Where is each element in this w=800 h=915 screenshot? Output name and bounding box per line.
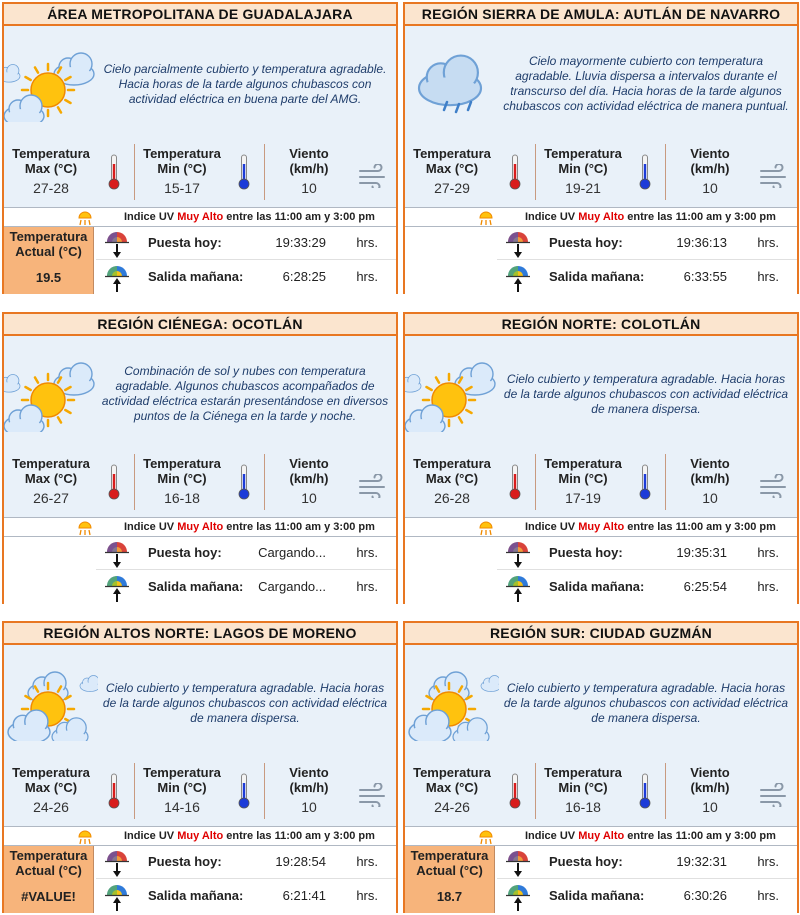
wind-icon	[759, 164, 789, 188]
sunrise-label: Salida mañana:	[549, 269, 645, 284]
forecast-area	[405, 336, 797, 452]
sunset-row	[96, 846, 396, 879]
sunrise-time: 6:30:26	[683, 888, 727, 903]
temp-max-label: Temperatura Max (°C)	[413, 146, 491, 176]
wind-value: 10	[702, 180, 718, 196]
wind-value: 10	[301, 490, 317, 506]
temp-max-value: 24-26	[434, 799, 470, 815]
forecast-description: Combinación de sol y nubes con temperatura agradable. Algunos chubascos acompañados de actividad eléctrica estarán presentándose en diversos puntos de la Ciénega en la tarde y noche.	[101, 364, 389, 423]
sunrise-icon	[104, 881, 130, 912]
sunset-icon	[505, 228, 531, 259]
temp-max-label: Temperatura Max (°C)	[12, 765, 90, 795]
wind-label: Viento (km/h)	[289, 456, 329, 486]
sun-times	[405, 846, 797, 913]
temp-min-label: Temperatura Min (°C)	[143, 146, 221, 176]
temp-min-label: Temperatura Min (°C)	[544, 765, 622, 795]
stats-row	[4, 761, 396, 827]
temp-min-label: Temperatura Min (°C)	[143, 456, 221, 486]
temp-max-value: 26-28	[434, 490, 470, 506]
wind-icon	[358, 164, 388, 188]
sunrise-row	[96, 261, 396, 294]
region-card	[403, 312, 799, 604]
sunrise-icon	[505, 881, 531, 912]
mostly-cloudy-sun-icon	[405, 669, 499, 741]
sunset-unit: hrs.	[757, 235, 779, 250]
sun-times	[4, 846, 396, 913]
sunset-unit: hrs.	[356, 854, 378, 869]
temp-min-label: Temperatura Min (°C)	[143, 765, 221, 795]
sunset-time: 19:28:54	[275, 854, 326, 869]
forecast-area	[4, 26, 396, 142]
wind-label: Viento (km/h)	[690, 146, 730, 176]
forecast-area	[405, 645, 797, 761]
region-title: REGIÓN SIERRA DE AMULA: AUTLÁN DE NAVARRO	[405, 4, 797, 26]
sunrise-row	[497, 880, 797, 913]
sunset-time: 19:32:31	[676, 854, 727, 869]
actual-temp-label: Temperatura Actual (°C)	[410, 848, 489, 878]
sunrise-icon	[104, 262, 130, 293]
uv-level: Muy Alto	[578, 211, 625, 223]
sunset-time: 19:36:13	[676, 235, 727, 250]
sunrise-unit: hrs.	[757, 888, 779, 903]
temp-max-label: Temperatura Max (°C)	[413, 765, 491, 795]
uv-index-row	[405, 518, 797, 537]
region-title: REGIÓN NORTE: COLOTLÁN	[405, 314, 797, 336]
temp-max-label: Temperatura Max (°C)	[12, 146, 90, 176]
sunrise-label: Salida mañana:	[148, 888, 244, 903]
region-title: REGIÓN CIÉNEGA: OCOTLÁN	[4, 314, 396, 336]
sunrise-label: Salida mañana:	[549, 888, 645, 903]
sun-times	[4, 537, 396, 604]
sunset-row	[96, 537, 396, 570]
sunrise-unit: hrs.	[757, 579, 779, 594]
wind-value: 10	[702, 490, 718, 506]
sunrise-icon	[104, 572, 130, 603]
uv-sun-icon	[76, 827, 94, 845]
actual-temp-box	[405, 846, 495, 913]
temp-min-value: 14-16	[164, 799, 200, 815]
actual-temp-box	[4, 227, 94, 294]
sun-times	[405, 227, 797, 294]
sunrise-time: 6:21:41	[282, 888, 326, 903]
sunset-icon	[104, 538, 130, 569]
stats-row	[405, 142, 797, 208]
thermometer-cold-icon	[238, 773, 250, 809]
actual-temp-label: Temperatura Actual (°C)	[9, 848, 88, 878]
partly-cloudy-sun-icon	[4, 50, 98, 122]
thermometer-hot-icon	[108, 773, 120, 809]
uv-index-text: Indice UV Muy Alto entre las 11:00 am y 3:00 pm	[525, 521, 776, 533]
wind-icon	[358, 783, 388, 807]
wind-value: 10	[301, 180, 317, 196]
forecast-description: Cielo cubierto y temperatura agradable. Hacia horas de la tarde algunos chubascos con actividad eléctrica de manera dispersa.	[102, 680, 388, 725]
sunrise-row	[497, 261, 797, 294]
sunrise-unit: hrs.	[356, 579, 378, 594]
forecast-area	[4, 645, 396, 761]
forecast-description: Cielo cubierto y temperatura agradable. Hacia horas de la tarde algunos chubascos con actividad eléctrica de manera dispersa.	[503, 371, 789, 416]
sunrise-icon	[505, 572, 531, 603]
sunset-row	[497, 537, 797, 570]
uv-index-text: Indice UV Muy Alto entre las 11:00 am y 3:00 pm	[124, 211, 375, 223]
thermometer-hot-icon	[509, 464, 521, 500]
thermometer-cold-icon	[639, 154, 651, 190]
sunset-row	[96, 227, 396, 260]
actual-temp-value: 19.5	[35, 270, 62, 285]
sunset-icon	[104, 228, 130, 259]
uv-level: Muy Alto	[578, 521, 625, 533]
temp-max-value: 27-28	[33, 180, 69, 196]
thermometer-cold-icon	[639, 464, 651, 500]
stats-row	[405, 452, 797, 518]
temp-min-value: 19-21	[565, 180, 601, 196]
sunset-icon	[104, 847, 130, 878]
uv-index-text: Indice UV Muy Alto entre las 11:00 am y 3:00 pm	[525, 830, 776, 842]
region-title: ÁREA METROPOLITANA DE GUADALAJARA	[4, 4, 396, 26]
temp-min-value: 17-19	[565, 490, 601, 506]
sunset-unit: hrs.	[356, 545, 378, 560]
thermometer-cold-icon	[238, 154, 250, 190]
temp-min-value: 16-18	[164, 490, 200, 506]
sun-times	[4, 227, 396, 294]
sunrise-time: 6:25:54	[683, 579, 727, 594]
sunset-label: Puesta hoy:	[148, 235, 222, 250]
sunrise-unit: hrs.	[757, 269, 779, 284]
sunrise-unit: hrs.	[356, 269, 378, 284]
wind-value: 10	[702, 799, 718, 815]
uv-sun-icon	[76, 208, 94, 226]
sunrise-row	[96, 880, 396, 913]
sunset-row	[497, 227, 797, 260]
sunset-unit: hrs.	[757, 545, 779, 560]
sunset-row	[497, 846, 797, 879]
actual-temp-value: #VALUE!	[21, 889, 76, 904]
uv-sun-icon	[76, 518, 94, 536]
uv-index-text: Indice UV Muy Alto entre las 11:00 am y 3:00 pm	[124, 830, 375, 842]
uv-sun-icon	[477, 518, 495, 536]
actual-temp-label: Temperatura Actual (°C)	[9, 229, 88, 259]
sunset-time: Cargando...	[258, 545, 326, 560]
wind-icon	[759, 474, 789, 498]
uv-level: Muy Alto	[578, 830, 625, 842]
sunset-label: Puesta hoy:	[148, 854, 222, 869]
sunset-unit: hrs.	[757, 854, 779, 869]
temp-min-value: 16-18	[565, 799, 601, 815]
uv-index-row	[405, 208, 797, 227]
uv-sun-icon	[477, 208, 495, 226]
sunrise-time: Cargando...	[258, 579, 326, 594]
sunrise-label: Salida mañana:	[549, 579, 645, 594]
sunset-time: 19:33:29	[275, 235, 326, 250]
sun-times	[405, 537, 797, 604]
uv-index-row	[4, 827, 396, 846]
region-card	[2, 312, 398, 604]
thermometer-cold-icon	[639, 773, 651, 809]
uv-index-text: Indice UV Muy Alto entre las 11:00 am y 3:00 pm	[124, 521, 375, 533]
sunrise-time: 6:28:25	[282, 269, 326, 284]
region-card	[403, 621, 799, 913]
sunrise-row	[96, 571, 396, 604]
sunset-icon	[505, 538, 531, 569]
stats-row	[4, 452, 396, 518]
temp-min-value: 15-17	[164, 180, 200, 196]
actual-temp-box	[4, 846, 94, 913]
thermometer-cold-icon	[238, 464, 250, 500]
uv-level: Muy Alto	[177, 830, 224, 842]
forecast-description: Cielo mayormente cubierto con temperatura agradable. Lluvia dispersa a intervalos durante el transcurso del día. Hacia horas de la tarde algunos chubascos con actividad eléctrica de manera puntual.	[503, 54, 789, 113]
partly-cloudy-sun-icon	[4, 360, 98, 432]
sunset-icon	[505, 847, 531, 878]
stats-row	[4, 142, 396, 208]
wind-label: Viento (km/h)	[289, 765, 329, 795]
wind-label: Viento (km/h)	[690, 456, 730, 486]
sunrise-row	[497, 571, 797, 604]
sunrise-icon	[505, 262, 531, 293]
region-card	[2, 621, 398, 913]
uv-index-text: Indice UV Muy Alto entre las 11:00 am y 3:00 pm	[525, 211, 776, 223]
sunrise-label: Salida mañana:	[148, 269, 244, 284]
temp-max-value: 24-26	[33, 799, 69, 815]
wind-icon	[358, 474, 388, 498]
stats-row	[405, 761, 797, 827]
temp-max-value: 27-29	[434, 180, 470, 196]
sunset-label: Puesta hoy:	[549, 854, 623, 869]
forecast-description: Cielo cubierto y temperatura agradable. Hacia horas de la tarde algunos chubascos con actividad eléctrica de manera dispersa.	[503, 680, 789, 725]
uv-level: Muy Alto	[177, 211, 224, 223]
uv-index-row	[4, 518, 396, 537]
temp-min-label: Temperatura Min (°C)	[544, 456, 622, 486]
sunset-label: Puesta hoy:	[549, 545, 623, 560]
temp-min-label: Temperatura Min (°C)	[544, 146, 622, 176]
forecast-description: Cielo parcialmente cubierto y temperatura agradable. Hacia horas de la tarde algunos chubascos con actividad eléctrica en buena parte del AMG.	[103, 61, 387, 106]
region-title: REGIÓN ALTOS NORTE: LAGOS DE MORENO	[4, 623, 396, 645]
forecast-area	[4, 336, 396, 452]
sunset-time: 19:35:31	[676, 545, 727, 560]
wind-value: 10	[301, 799, 317, 815]
actual-temp-value: 18.7	[436, 889, 463, 904]
uv-index-row	[405, 827, 797, 846]
sunrise-unit: hrs.	[356, 888, 378, 903]
temp-max-label: Temperatura Max (°C)	[12, 456, 90, 486]
mostly-cloudy-sun-icon	[4, 669, 98, 741]
uv-sun-icon	[477, 827, 495, 845]
partly-cloudy-sun-icon	[405, 360, 499, 432]
sunset-label: Puesta hoy:	[549, 235, 623, 250]
thermometer-hot-icon	[108, 154, 120, 190]
sunset-unit: hrs.	[356, 235, 378, 250]
forecast-area	[405, 26, 797, 142]
thermometer-hot-icon	[509, 773, 521, 809]
region-card	[403, 2, 799, 294]
thermometer-hot-icon	[108, 464, 120, 500]
uv-index-row	[4, 208, 396, 227]
temp-max-label: Temperatura Max (°C)	[413, 456, 491, 486]
region-title: REGIÓN SUR: CIUDAD GUZMÁN	[405, 623, 797, 645]
sunrise-time: 6:33:55	[683, 269, 727, 284]
rain-cloud-icon	[405, 50, 499, 122]
wind-label: Viento (km/h)	[289, 146, 329, 176]
thermometer-hot-icon	[509, 154, 521, 190]
sunset-label: Puesta hoy:	[148, 545, 222, 560]
wind-icon	[759, 783, 789, 807]
temp-max-value: 26-27	[33, 490, 69, 506]
uv-level: Muy Alto	[177, 521, 224, 533]
wind-label: Viento (km/h)	[690, 765, 730, 795]
sunrise-label: Salida mañana:	[148, 579, 244, 594]
region-card	[2, 2, 398, 294]
